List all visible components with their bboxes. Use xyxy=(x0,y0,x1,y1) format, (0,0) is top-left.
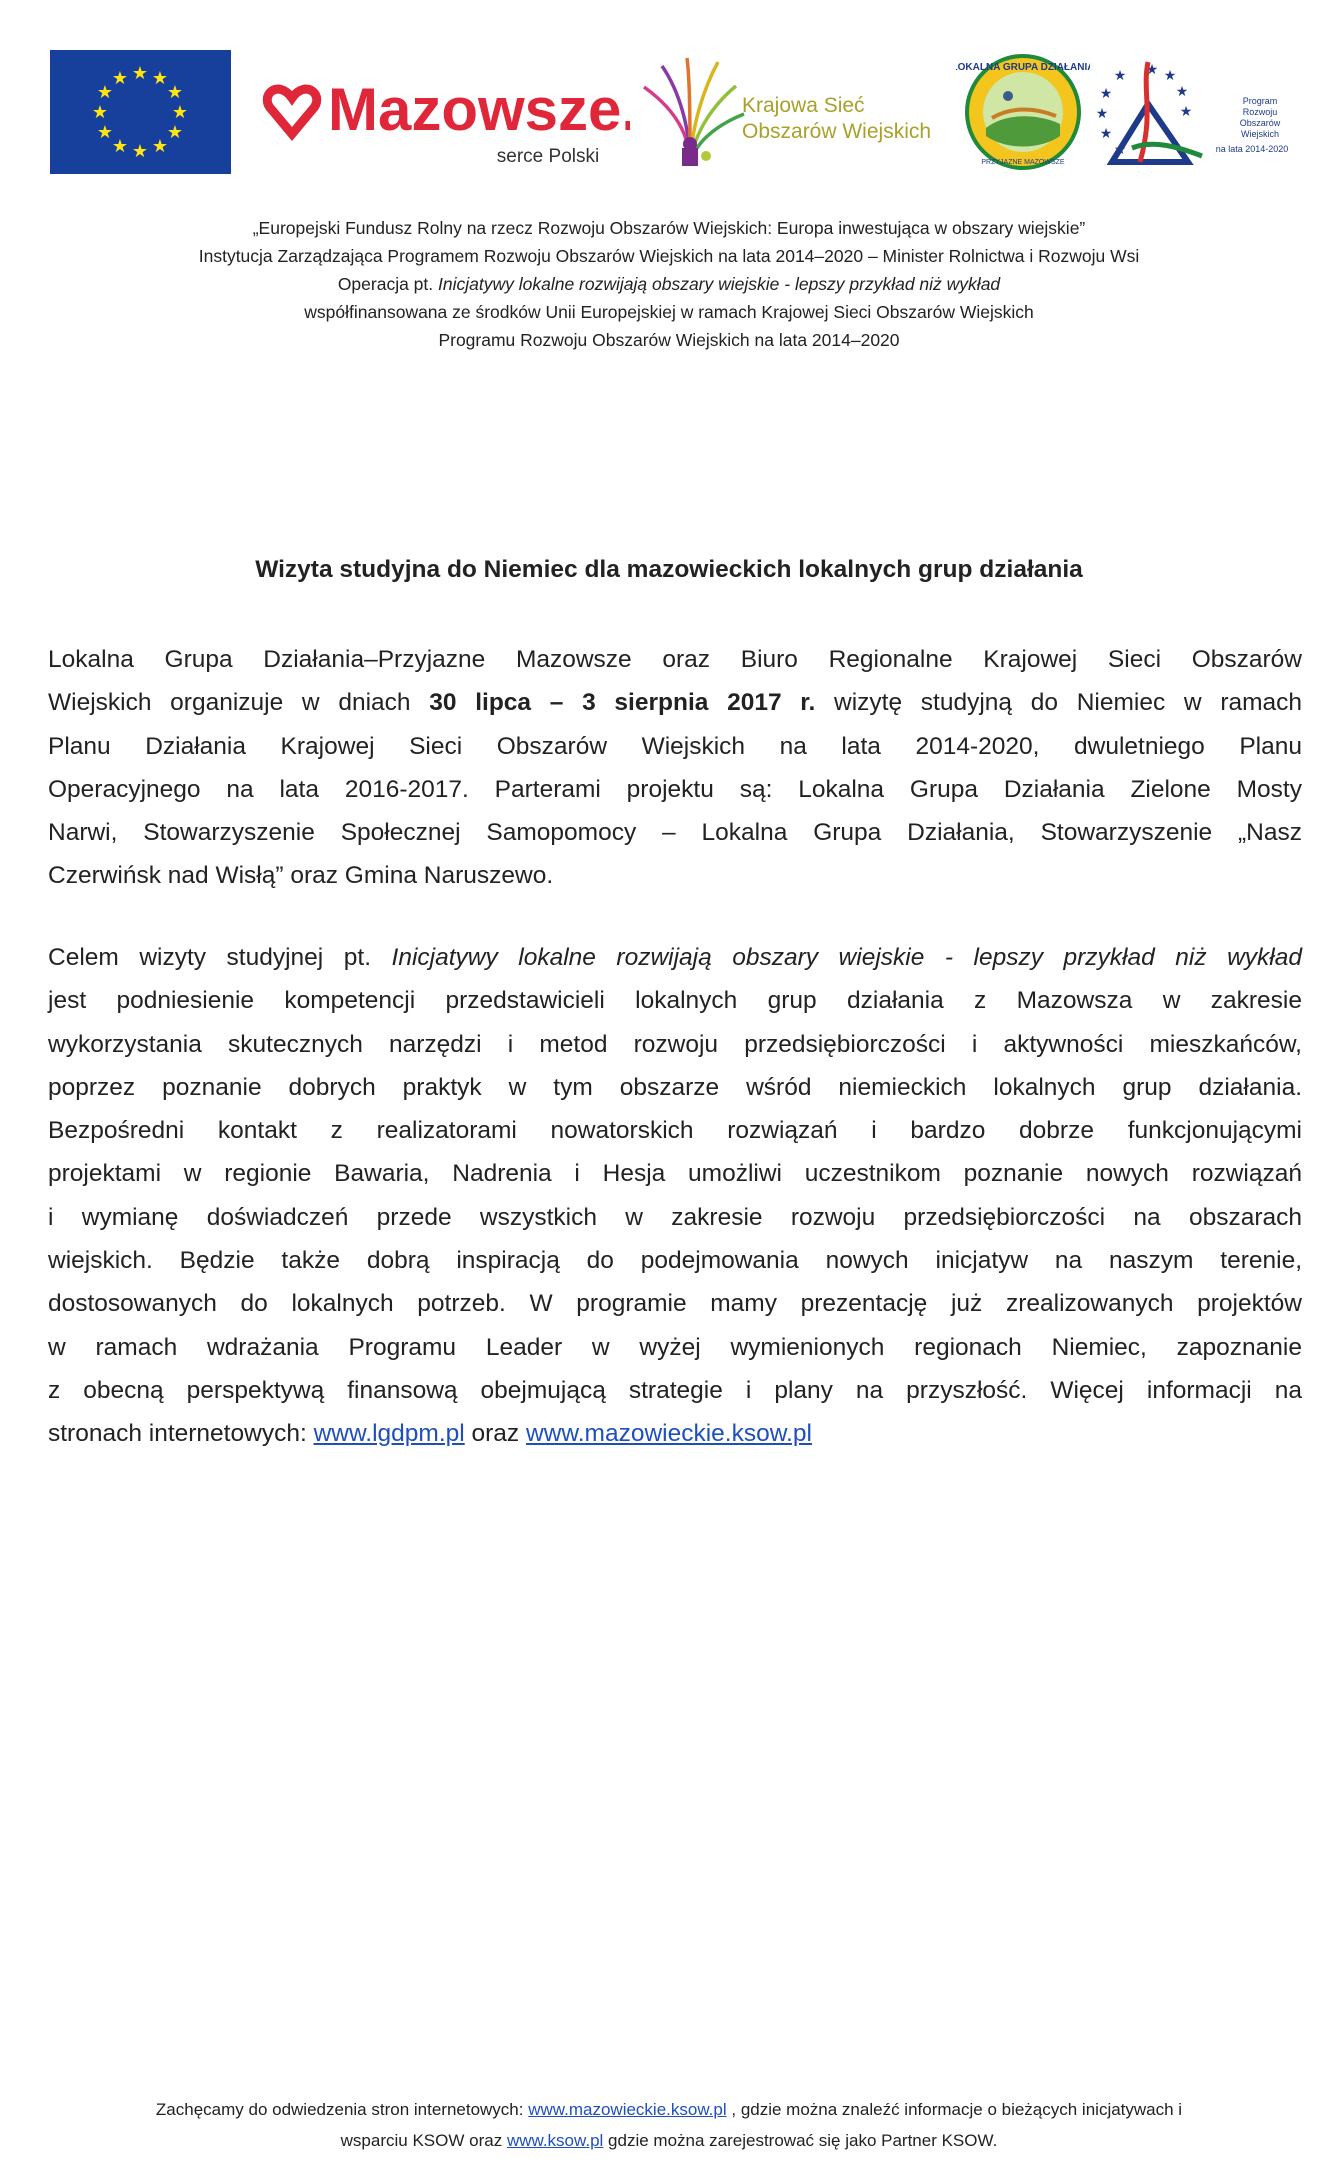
p2-line-1-text: Celem wizyty studyjnej pt. xyxy=(48,944,371,971)
footer-mazowieckie-ksow-link[interactable]: www.mazowieckie.ksow.pl xyxy=(528,2100,727,2119)
funding-line-3 xyxy=(60,270,1278,298)
funding-line-5: Programu Rozwoju Obszarów Wiejskich na lata 2014–2020 xyxy=(438,330,900,350)
funding-line-2: Instytucja Zarządzająca Programem Rozwoju Obszarów Wiejskich na lata 2014–2020 – Minister Rolnictwa i Rozwoju Wsi xyxy=(198,246,1140,266)
footer-text-b: , gdzie można znaleźć informacje o bieżących inicjatywach i xyxy=(731,2100,1183,2119)
svg-text:★: ★ xyxy=(1175,84,1189,100)
ksow-logo xyxy=(632,52,980,172)
svg-text:★: ★ xyxy=(1095,106,1109,122)
mazowsze-tagline: serce Polski xyxy=(496,146,600,166)
svg-text:★: ★ xyxy=(1163,68,1177,84)
p1-line-1: Lokalna Grupa Działania–Przyjazne Mazowsze oraz Biuro Regionalne Krajowej Sieci Obszarów xyxy=(48,646,1302,673)
p2-line-6: projektami w regionie Bawaria, Nadrenia i Hesja umożliwi uczestnikom poznanie nowych rozwiązań xyxy=(48,1160,1302,1188)
p2-line-7: i wymianę doświadczeń przede wszystkich w zakresie rozwoju przedsiębiorczości na obszarach xyxy=(48,1203,1302,1231)
footer-text-c: wsparciu KSOW oraz xyxy=(340,2131,503,2150)
p2-line-1 xyxy=(48,936,1302,979)
lgd-ring-text: LOKALNA GRUPA DZIAŁANIA xyxy=(956,62,1090,73)
visit-dates: 30 lipca – 3 sierpnia 2017 r. xyxy=(429,689,816,717)
svg-text:★: ★ xyxy=(131,63,149,84)
p2-line-9: dostosowanych do lokalnych potrzeb. W programie mamy prezentację już zrealizowanych projektów xyxy=(48,1290,1302,1318)
p2-line-12-text-a: stronach internetowych: xyxy=(48,1420,307,1448)
svg-text:★: ★ xyxy=(1113,142,1127,158)
p2-line-8: wiejskich. Będzie także dobrą inspiracją do podejmowania nowych inicjatyw na naszym terenie, xyxy=(48,1247,1302,1275)
p2-line-12 xyxy=(48,1412,1302,1455)
p1-line-2-text-a: Wiejskich organizuje w dniach xyxy=(48,689,411,717)
svg-text:★: ★ xyxy=(96,82,114,103)
svg-text:★: ★ xyxy=(111,136,129,157)
mazowieckie-ksow-link[interactable]: www.mazowieckie.ksow.pl xyxy=(526,1420,812,1448)
p2-line-12-text-b: oraz xyxy=(471,1420,520,1448)
prow-line4: Wiejskich xyxy=(1240,129,1280,139)
p1-line-6: Czerwińsk nad Wisłą” oraz Gmina Naruszewo. xyxy=(48,862,554,890)
funding-line-4: współfinansowana ze środków Unii Europejskiej w ramach Krajowej Sieci Obszarów Wiejskich xyxy=(304,302,1034,322)
svg-text:★: ★ xyxy=(166,122,184,143)
p2-line-10: w ramach wdrażania Programu Leader w wyżej wymienionych regionach Niemiec, zapoznanie xyxy=(48,1333,1302,1361)
paragraph-2 xyxy=(48,936,1302,1456)
prow-line2: Rozwoju xyxy=(1242,107,1278,117)
prow-line1: Program xyxy=(1242,96,1278,106)
footer-line-1 xyxy=(40,2094,1298,2125)
svg-text:★: ★ xyxy=(1179,104,1193,120)
lgdpm-link[interactable]: www.lgdpm.pl xyxy=(313,1420,465,1448)
svg-text:★: ★ xyxy=(131,141,149,162)
logo-strip xyxy=(50,48,1290,178)
p1-line-2 xyxy=(48,681,1302,724)
footer xyxy=(40,2094,1298,2156)
mazowsze-logo xyxy=(258,76,630,166)
footer-text-d: gdzie można zarejestrować się jako Partner KSOW. xyxy=(608,2131,998,2150)
svg-text:★: ★ xyxy=(166,82,184,103)
operation-prefix: Operacja pt. xyxy=(337,274,434,294)
p2-line-4: poprzez poznanie dobrych praktyk w tym obszarze wśród niemieckich lokalnych grup działania. xyxy=(48,1073,1302,1101)
ksow-logo-line2: Obszarów Wiejskich xyxy=(742,120,932,143)
p2-line-5: Bezpośredni kontakt z realizatorami nowatorskich rozwiązań i bardzo dobrze funkcjonującymi xyxy=(48,1117,1302,1145)
operation-title-inline: Inicjatywy lokalne rozwijają obszary wiejskie - lepszy przykład niż wykład xyxy=(391,944,1302,971)
eu-flag-icon xyxy=(50,50,231,174)
svg-text:★: ★ xyxy=(1113,68,1127,84)
ksow-logo-line1: Krajowa Sieć xyxy=(742,94,865,117)
svg-text:★: ★ xyxy=(1099,126,1113,142)
document-title: Wizyta studyjna do Niemiec dla mazowieckich lokalnych grup działania xyxy=(255,556,1083,583)
mazowsze-wordmark: Mazowsze. xyxy=(328,76,630,143)
p2-line-3: wykorzystania skutecznych narzędzi i metod rozwoju przedsiębiorczości i aktywności mieszkańców, xyxy=(48,1030,1302,1058)
p1-line-5: Narwi, Stowarzyszenie Społecznej Samopomocy – Lokalna Grupa Działania, Stowarzyszenie „Nasz xyxy=(48,819,1302,847)
lgd-bottom-text: PRZYJAZNE MAZOWSZE xyxy=(981,159,1065,166)
funding-statement xyxy=(60,214,1278,354)
p2-line-2: jest podniesienie kompetencji przedstawicieli lokalnych grup działania z Mazowsza w zakresie xyxy=(48,987,1302,1015)
svg-text:★: ★ xyxy=(1145,62,1159,78)
paragraph-1 xyxy=(48,638,1302,898)
svg-text:★: ★ xyxy=(96,122,114,143)
footer-ksow-link[interactable]: www.ksow.pl xyxy=(506,2131,604,2150)
svg-text:★: ★ xyxy=(111,68,129,89)
p2-line-11: z obecną perspektywą finansową obejmującą strategie i plany na przyszłość. Więcej informacji na xyxy=(48,1376,1302,1404)
svg-text:★: ★ xyxy=(1099,86,1113,102)
prow-logo xyxy=(1092,52,1292,174)
svg-text:★: ★ xyxy=(151,136,169,157)
funding-line-1: „Europejski Fundusz Rolny na rzecz Rozwoju Obszarów Wiejskich: Europa inwestująca w obszary wiejskie” xyxy=(252,218,1086,238)
p1-line-2-text-c: wizytę studyjną do Niemiec w ramach xyxy=(834,689,1303,717)
prow-line5: na lata 2014-2020 xyxy=(1215,144,1289,154)
svg-text:★: ★ xyxy=(171,102,189,123)
prow-line3: Obszarów xyxy=(1239,118,1281,128)
lgd-logo xyxy=(956,52,1090,172)
svg-text:★: ★ xyxy=(91,102,109,123)
p1-line-4: Operacyjnego na lata 2016-2017. Parterami projektu są: Lokalna Grupa Działania Zielone Mosty xyxy=(48,775,1302,803)
footer-line-2 xyxy=(40,2125,1298,2156)
svg-text:★: ★ xyxy=(151,68,169,89)
footer-text-a: Zachęcamy do odwiedzenia stron internetowych: xyxy=(155,2100,524,2119)
operation-title: Inicjatywy lokalne rozwijają obszary wiejskie - lepszy przykład niż wykład xyxy=(438,274,1001,294)
p1-line-3: Planu Działania Krajowej Sieci Obszarów Wiejskich na lata 2014-2020, dwuletniego Planu xyxy=(48,732,1302,760)
